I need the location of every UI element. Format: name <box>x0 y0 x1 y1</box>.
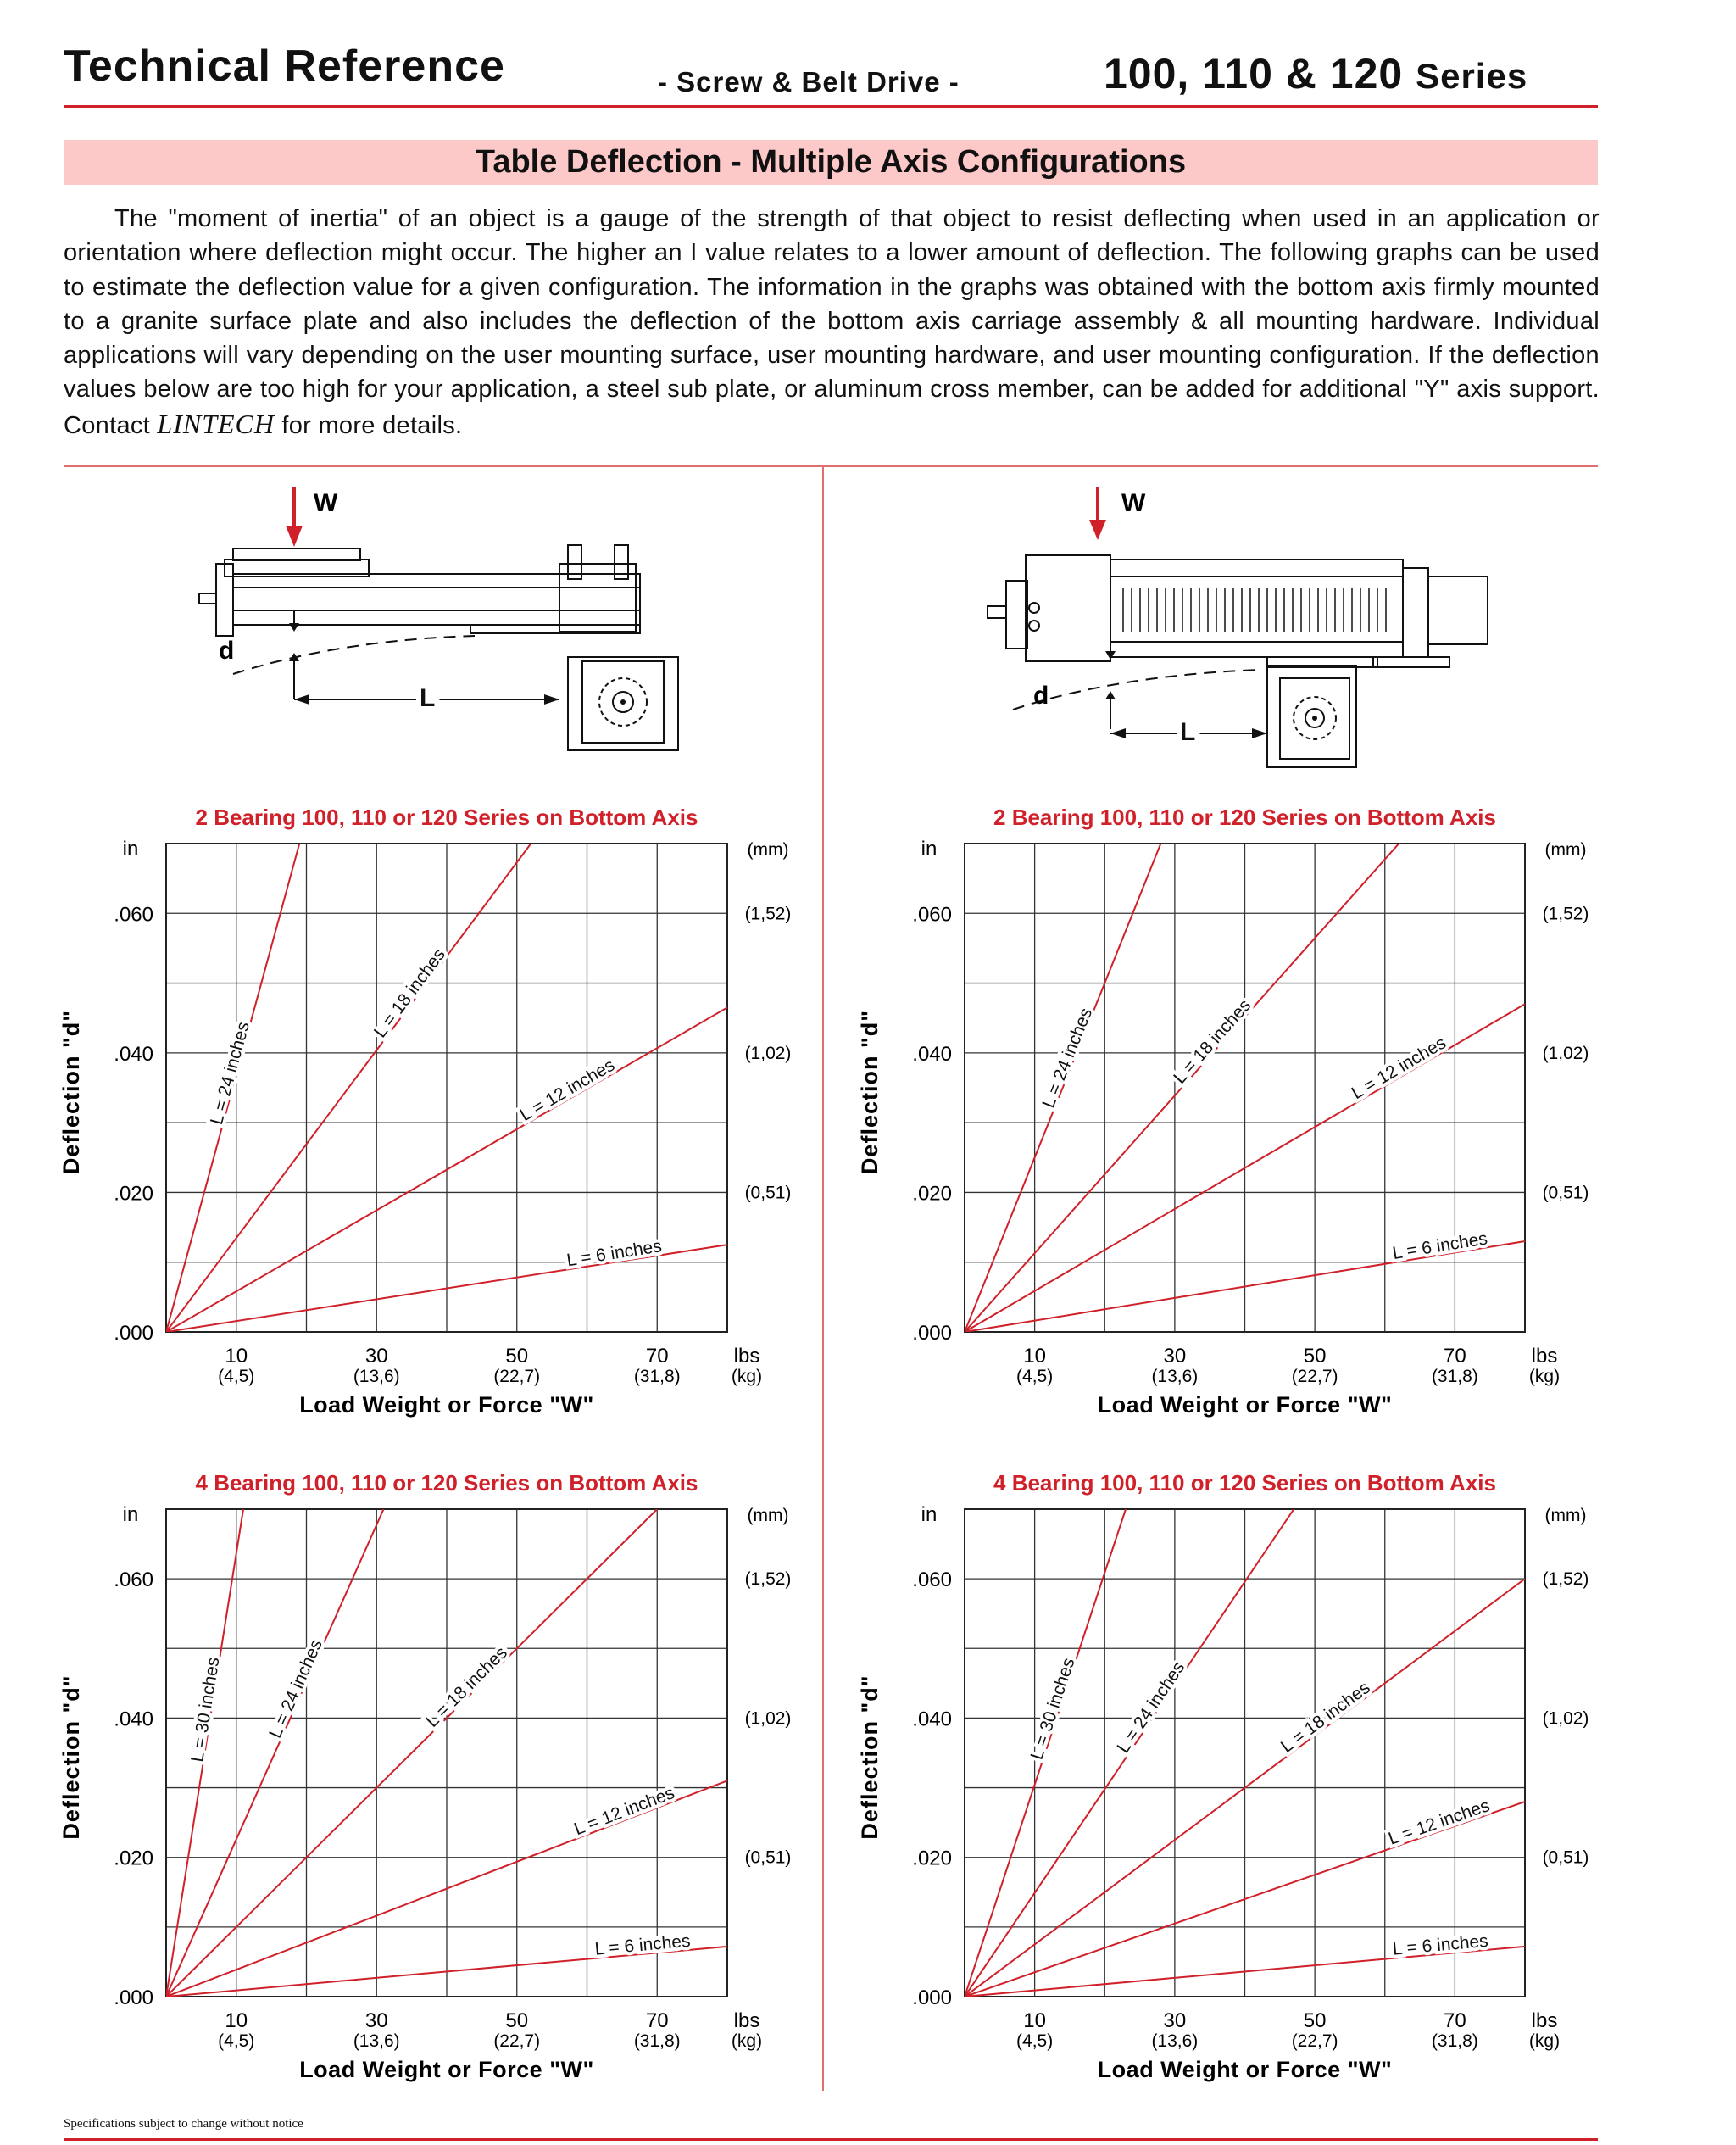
footnote: Specifications subject to change without notice <box>64 2117 303 2131</box>
y-tick-label-secondary: (1,02) <box>1542 1708 1589 1729</box>
x-unit-primary: lbs <box>1531 2009 1558 2032</box>
y-unit-secondary: (mm) <box>747 840 789 860</box>
y-unit-primary: in <box>122 838 139 861</box>
y-tick-label-secondary: (1,52) <box>1542 904 1589 924</box>
y-unit-primary: in <box>122 1503 139 1526</box>
x-tick-label: 30 <box>1163 1345 1187 1368</box>
y-axis-label: Deflection "d" <box>58 1674 84 1840</box>
x-tick-label-secondary: (13,6) <box>353 2031 400 2051</box>
chart-title: 4 Bearing 100, 110 or 120 Series on Bottom Axis <box>195 1470 698 1496</box>
chart-title: 2 Bearing 100, 110 or 120 Series on Bottom Axis <box>195 805 698 830</box>
x-tick-label-secondary: (22,7) <box>493 2031 541 2051</box>
y-tick-label-secondary: (0,51) <box>1542 1183 1589 1203</box>
y-tick-label: .060 <box>114 1568 153 1592</box>
x-tick-label-secondary: (31,8) <box>1431 2031 1478 2051</box>
diagram-load-label: W <box>1121 489 1146 517</box>
x-axis-label: Load Weight or Force "W" <box>1097 1392 1393 1418</box>
x-tick-label: 30 <box>364 2009 388 2032</box>
x-unit-secondary: (kg) <box>1528 2031 1561 2051</box>
series-label: L = 24 inches <box>1038 1005 1097 1111</box>
y-tick-label: .000 <box>912 1986 952 2009</box>
x-tick-label-secondary: (31,8) <box>633 2031 681 2051</box>
series-label: L = 6 inches <box>1391 1228 1489 1264</box>
intro-text: The "moment of inertia" of an object is a gauge of the strength of that object to resist deflecting when used in an application or orientation where deflection might occur. The higher an I value relates to a lower amount of deflection. The following graphs can be used to estimate the deflection value for a given configuration. The information in the graphs was obtained with the bottom axis firmly mounted to a granite surface plate and also includes the deflection of the bottom axis carriage assembly & all mounting hardware. Individual applications will vary depending on the user mounting surface, user mounting hardware, and user mounting configuration. If the deflection values below are too high for your application, a steel sub plate, or aluminum cross member, can be added for additional "Y" axis support. Contact <box>64 205 1600 439</box>
x-tick-label: 50 <box>1303 2009 1327 2032</box>
x-tick-label: 10 <box>1023 1345 1046 1368</box>
series-word: Series <box>1416 56 1528 96</box>
page-subtitle: - Screw & Belt Drive - <box>658 66 960 98</box>
y-axis-label: Deflection "d" <box>58 1009 84 1175</box>
x-tick-label-secondary: (22,7) <box>493 1367 541 1386</box>
series-label: L = 30 inches <box>187 1656 224 1763</box>
y-tick-label-secondary: (1,02) <box>744 1708 792 1729</box>
x-tick-label: 50 <box>505 2009 529 2032</box>
y-tick-label-secondary: (1,02) <box>1542 1043 1589 1063</box>
x-tick-label: 70 <box>645 1345 669 1368</box>
y-tick-label: .040 <box>114 1708 153 1731</box>
series-label: L = 24 inches <box>206 1019 254 1127</box>
x-tick-label-secondary: (4,5) <box>218 1367 255 1386</box>
x-unit-primary: lbs <box>733 2009 760 2032</box>
y-axis-label: Deflection "d" <box>857 1674 882 1840</box>
y-tick-label-secondary: (1,52) <box>744 904 792 924</box>
series-label: L = 12 inches <box>1386 1796 1493 1849</box>
x-unit-secondary: (kg) <box>1528 1367 1561 1386</box>
y-tick-label: .020 <box>912 1182 952 1206</box>
series-label: L = 12 inches <box>571 1783 677 1840</box>
x-tick-label-secondary: (31,8) <box>633 1367 681 1386</box>
series-label: L = 24 inches <box>1113 1658 1189 1757</box>
x-unit-primary: lbs <box>733 1345 760 1368</box>
y-tick-label: .020 <box>114 1847 153 1870</box>
section-banner: Table Deflection - Multiple Axis Configurations <box>64 140 1598 185</box>
diagram-deflection-label: d <box>219 637 235 665</box>
y-tick-label-secondary: (1,02) <box>744 1043 792 1063</box>
series-label: L = 18 inches <box>370 944 449 1042</box>
x-tick-label: 70 <box>1444 1345 1466 1368</box>
series-label: L = 6 inches <box>565 1236 664 1271</box>
y-tick-label: .000 <box>114 1986 153 2009</box>
series-label: L = 24 inches <box>265 1636 327 1741</box>
x-tick-label: 30 <box>364 1345 388 1368</box>
series-label: L = 12 inches <box>516 1055 619 1126</box>
series-label: L = 18 inches <box>1170 995 1255 1088</box>
diagram-deflection-label: d <box>1033 682 1049 710</box>
y-tick-label: .000 <box>114 1322 153 1345</box>
x-axis-label: Load Weight or Force "W" <box>299 1392 594 1418</box>
series-numbers: 100, 110 & 120 <box>1104 50 1404 98</box>
y-tick-label: .020 <box>114 1182 153 1206</box>
y-tick-label: .060 <box>912 903 952 927</box>
diagram-load-label: W <box>314 489 338 517</box>
x-tick-label: 50 <box>1303 1345 1327 1368</box>
y-axis-label: Deflection "d" <box>857 1009 882 1175</box>
y-tick-label-secondary: (1,52) <box>744 1569 792 1590</box>
series-label: L = 6 inches <box>593 1930 692 1959</box>
x-tick-label-secondary: (13,6) <box>353 1367 400 1386</box>
y-tick-label-secondary: (0,51) <box>744 1183 792 1203</box>
y-unit-primary: in <box>921 838 938 861</box>
y-unit-primary: in <box>921 1503 938 1526</box>
x-tick-label: 10 <box>225 1345 248 1368</box>
x-axis-label: Load Weight or Force "W" <box>1097 2057 1393 2082</box>
y-tick-label: .020 <box>912 1847 952 1870</box>
y-tick-label: .060 <box>114 903 153 927</box>
x-unit-secondary: (kg) <box>731 1367 763 1386</box>
x-axis-label: Load Weight or Force "W" <box>299 2057 594 2082</box>
x-tick-label: 10 <box>1023 2009 1046 2032</box>
x-tick-label-secondary: (13,6) <box>1151 1367 1199 1386</box>
chart-title: 2 Bearing 100, 110 or 120 Series on Bottom Axis <box>993 805 1496 830</box>
x-tick-label: 30 <box>1163 2009 1187 2032</box>
y-tick-label: .040 <box>912 1708 952 1731</box>
y-tick-label: .040 <box>912 1042 952 1066</box>
x-tick-label: 10 <box>225 2009 248 2032</box>
x-tick-label: 50 <box>505 1345 529 1368</box>
x-tick-label: 70 <box>1444 2009 1466 2032</box>
page-title: Technical Reference <box>64 42 505 91</box>
diagram-length-label: L <box>1180 718 1196 746</box>
y-tick-label-secondary: (0,51) <box>1542 1847 1589 1868</box>
brand-name: LINTECH <box>157 408 275 439</box>
chart-title: 4 Bearing 100, 110 or 120 Series on Bottom Axis <box>993 1470 1496 1496</box>
x-unit-primary: lbs <box>1531 1345 1558 1368</box>
x-tick-label-secondary: (22,7) <box>1291 1367 1338 1386</box>
diagram-length-label: L <box>420 684 436 712</box>
y-unit-secondary: (mm) <box>747 1506 789 1525</box>
x-tick-label-secondary: (4,5) <box>218 2031 255 2051</box>
x-tick-label-secondary: (4,5) <box>1016 1367 1054 1386</box>
x-tick-label-secondary: (13,6) <box>1151 2031 1199 2051</box>
x-unit-secondary: (kg) <box>731 2031 763 2051</box>
footer-rule <box>64 2138 1598 2141</box>
x-tick-label: 70 <box>645 2009 669 2032</box>
x-tick-label-secondary: (31,8) <box>1431 1367 1478 1386</box>
y-tick-label-secondary: (1,52) <box>1542 1569 1589 1590</box>
y-tick-label: .060 <box>912 1568 952 1592</box>
y-unit-secondary: (mm) <box>1544 1506 1587 1525</box>
series-label: L = 18 inches <box>422 1642 511 1731</box>
series-label: L = 6 inches <box>1391 1930 1489 1959</box>
x-tick-label-secondary: (22,7) <box>1291 2031 1338 2051</box>
x-tick-label-secondary: (4,5) <box>1016 2031 1054 2051</box>
y-tick-label: .000 <box>912 1322 952 1345</box>
intro-text-end: for more details. <box>281 411 463 439</box>
series-label: L = 30 inches <box>1027 1655 1079 1763</box>
y-unit-secondary: (mm) <box>1544 840 1587 860</box>
y-tick-label-secondary: (0,51) <box>744 1847 792 1868</box>
series-label: L = 18 inches <box>1277 1677 1374 1757</box>
series-label: L = 12 inches <box>1348 1033 1449 1104</box>
y-tick-label: .040 <box>114 1042 153 1066</box>
